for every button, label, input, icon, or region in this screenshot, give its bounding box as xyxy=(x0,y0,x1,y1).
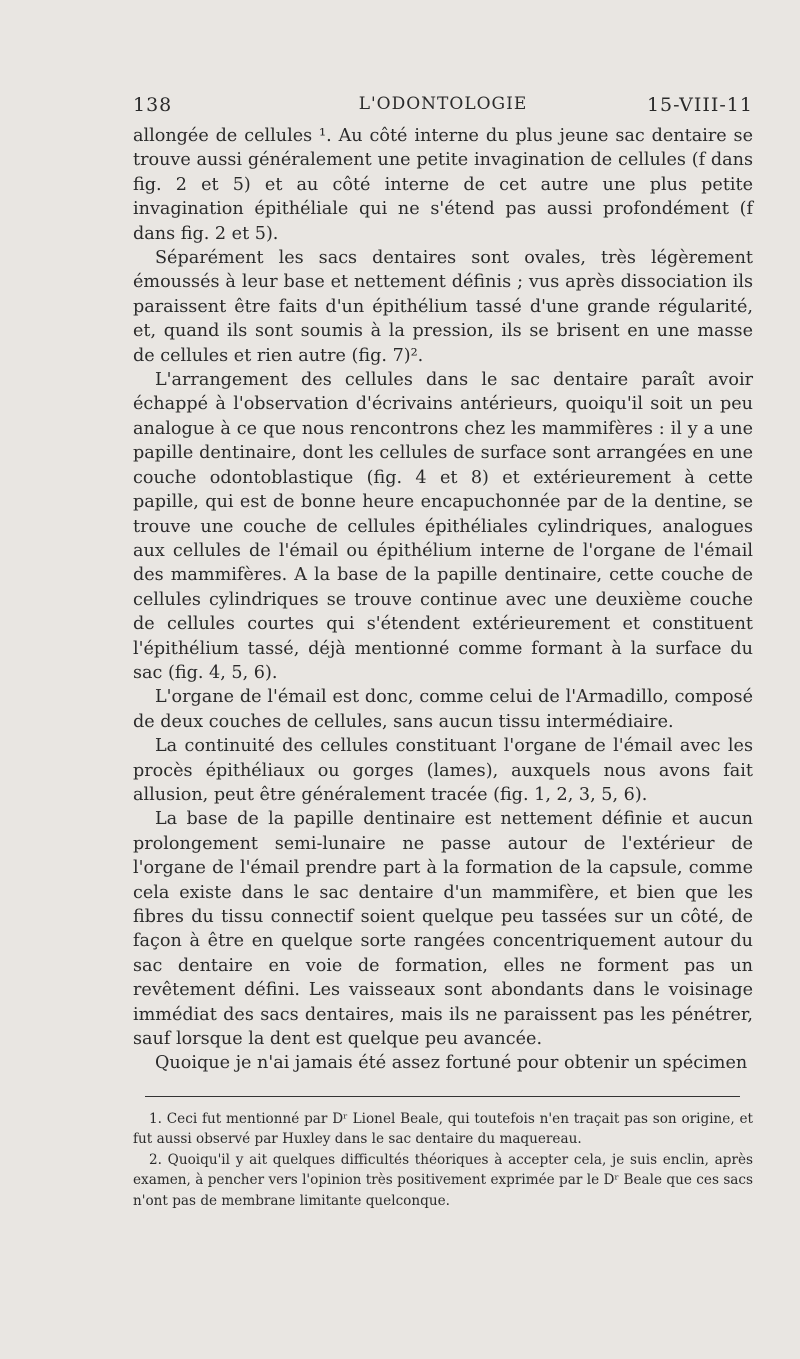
paragraph-1: allongée de cellules ¹. Au côté interne du plus jeune sac dentaire se trouve aussi généralement une petite invagination de cellules (f dans fig. 2 et 5) et au côté interne de cet autre une plus petite invagination épithéliale qui ne s'étend pas aussi profondément (f dans fig. 2 et 5). xyxy=(133,126,753,244)
journal-title: L'ODONTOLOGIE xyxy=(358,94,528,114)
book-page xyxy=(133,94,753,1211)
paragraph-3: L'arrangement des cellules dans le sac dentaire paraît avoir échappé à l'observation d'écrivains antérieurs, quoiqu'il soit un peu analogue à ce que nous rencontrons chez les mammifères : il y a une papille dentinaire, dont les cellules de surface sont arrangées en une couche odontoblastique (fig. 4 et 8) et extérieurement à cette papille, qui est de bonne heure encapuchonnée par de la dentine, se trouve une couche de cellules épithéliales cylindriques, analogues aux cellules de l'émail ou épithélium interne de l'organe de l'émail des mammifères. A la base de la papille dentinaire, cette couche de cellules cylindriques se trouve continue avec une deuxième couche de cellules courtes qui s'étendent extérieurement et constituent l'épithélium tassé, déjà mentionné comme formant à la surface du sac (fig. 4, 5, 6). xyxy=(133,370,753,683)
footnote-2: 2. Quoiqu'il y ait quelques difficultés théoriques à accepter cela, je suis enclin, après examen, à pencher vers l'opinion très positivement exprimée par le Dʳ Beale que ces sacs n'ont pas de membrane limitante quelconque. xyxy=(133,1151,753,1209)
page-number: 138 xyxy=(133,94,173,116)
paragraph-2: Séparément les sacs dentaires sont ovales, très légèrement émoussés à leur base et nettement définis ; vus après dissociation ils paraissent être faits d'un épithélium tassé d'une grande régularité, et, quand ils sont soumis à la pression, ils se brisent en une masse de cellules et rien autre (fig. 7)². xyxy=(133,248,753,366)
paragraph-5: La continuité des cellules constituant l'organe de l'émail avec les procès épithéliaux ou gorges (lames), auxquels nous avons fait allusion, peut être généralement tracée (fig. 1, 2, 3, 5, 6). xyxy=(133,736,753,805)
paragraph-7: Quoique je n'ai jamais été assez fortuné pour obtenir un spécimen xyxy=(155,1053,748,1074)
issue-date: 15-VIII-11 xyxy=(646,94,753,116)
footnote-1: 1. Ceci fut mentionné par Dʳ Lionel Beale, qui toutefois n'en traçait pas son origine, et fut aussi observé par Huxley dans le sac dentaire du maquereau. xyxy=(133,1110,753,1148)
footnote-divider xyxy=(145,1096,740,1097)
footnotes xyxy=(133,1109,753,1212)
paragraph-6: La base de la papille dentinaire est nettement définie et aucun prolongement semi-lunaire ne passe autour de l'extérieur de l'organe de l'émail prendre part à la formation de la capsule, comme cela existe dans le sac dentaire d'un mammifère, et bien que les fibres du tissu connectif soient quelque peu tassées sur un côté, de façon à être en quelque sorte rangées concentriquement autour du sac dentaire en voie de formation, elles ne forment pas un revêtement défini. Les vaisseaux sont abondants dans le voisinage immédiat des sacs dentaires, mais ils ne paraissent pas les pénétrer, sauf lorsque la dent est quelque peu avancée. xyxy=(133,809,753,1050)
paragraph-4: L'organe de l'émail est donc, comme celui de l'Armadillo, composé de deux couches de cellules, sans aucun tissu intermédiaire. xyxy=(133,687,753,732)
main-text xyxy=(133,124,753,1076)
running-header xyxy=(133,94,753,124)
